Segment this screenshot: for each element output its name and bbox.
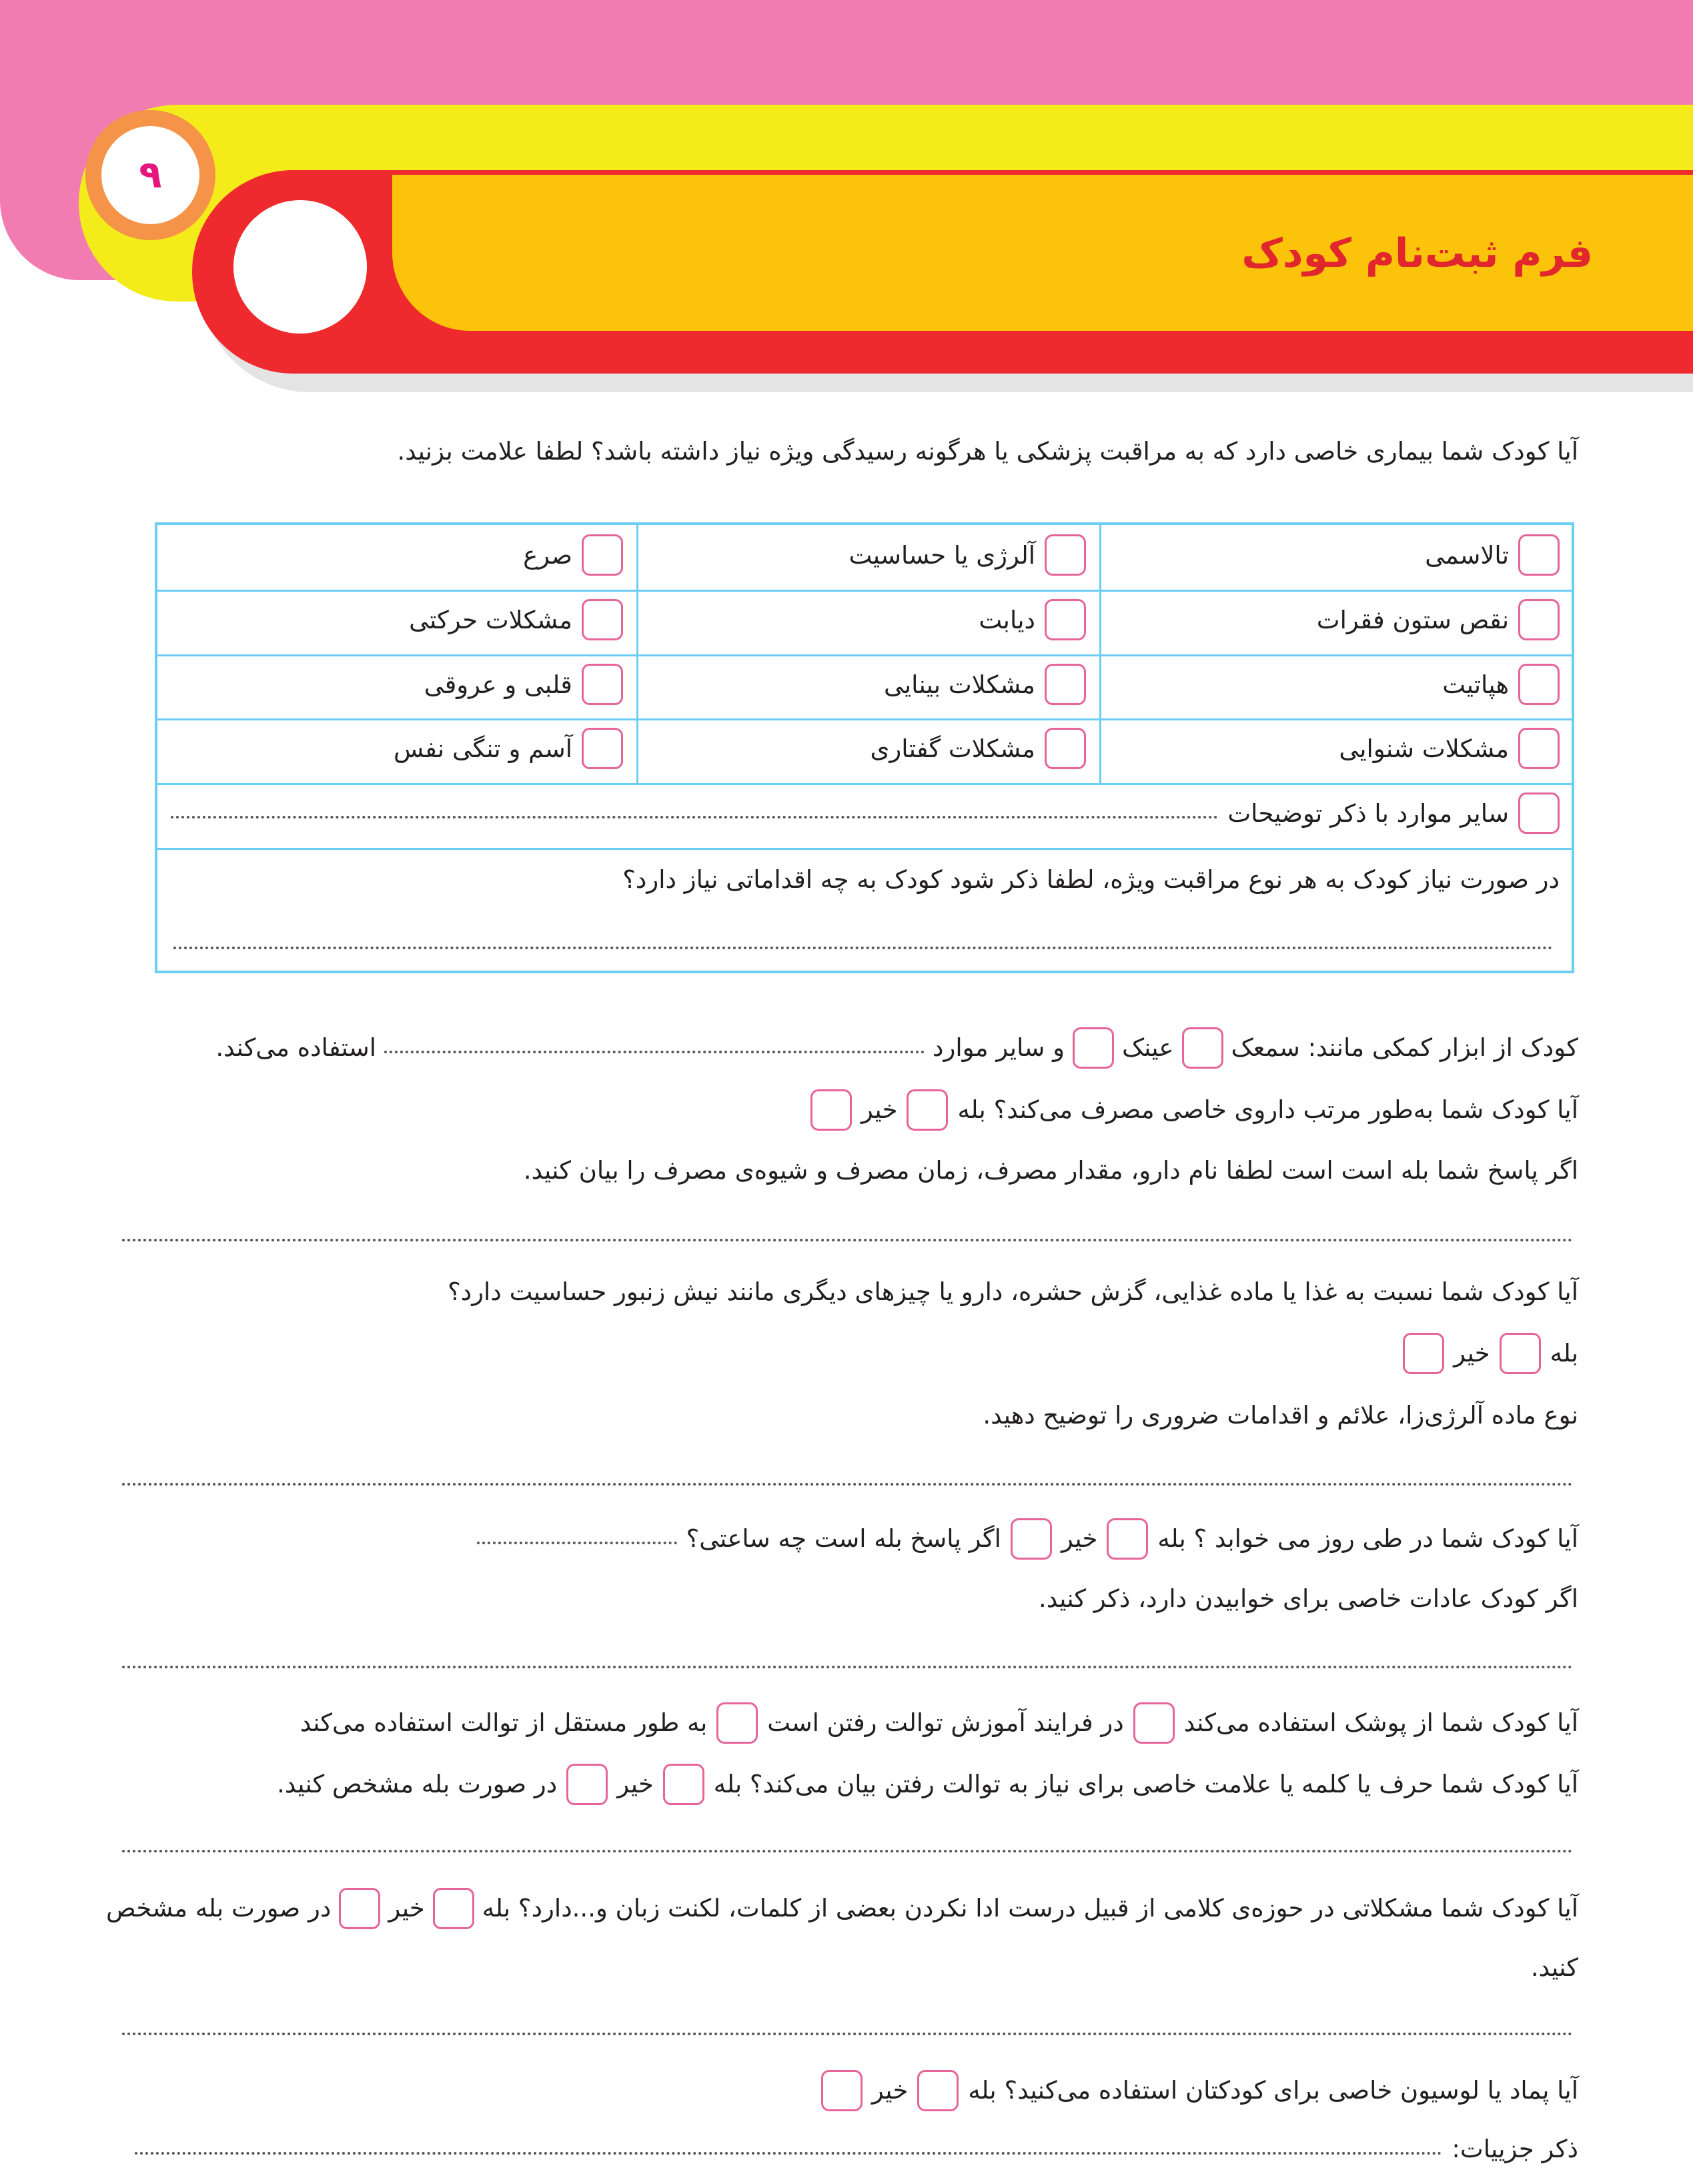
- checkbox[interactable]: [1518, 728, 1560, 769]
- condition-diabetes[interactable]: دیابت: [979, 599, 1086, 640]
- condition-other[interactable]: سایر موارد با ذکر توضیحات: [171, 792, 1560, 834]
- aids-other-answer-line[interactable]: [384, 1051, 925, 1053]
- condition-motor-problems[interactable]: مشکلات حرکتی: [409, 599, 623, 640]
- condition-vision-problems[interactable]: مشکلات بینایی: [884, 664, 1086, 705]
- condition-allergy[interactable]: آلرژی یا حساسیت: [849, 534, 1086, 576]
- lotion-yes-checkbox[interactable]: [917, 2070, 959, 2111]
- hearing-aid-checkbox[interactable]: [1182, 1027, 1223, 1069]
- speech-answer-line[interactable]: [122, 2033, 1573, 2035]
- table-column-divider: [636, 525, 638, 783]
- toilet-signal-question: آیا کودک شما حرف یا کلمه یا علامت خاصی برای نیاز به توالت رفتن بیان می‌کند؟ بله خیر در صورت بله مشخص کنید.: [277, 1764, 1578, 1805]
- speech-question: آیا کودک شما مشکلاتی در حوزه‌ی کلامی از قبیل درست ادا نکردن بعضی از کلمات، لکنت زبان و...دارد؟ بله خیر در صورت بله مشخص: [106, 1888, 1578, 1929]
- lotion-details: ذکر جزییات:: [135, 2135, 1578, 2164]
- special-care-answer-line[interactable]: [173, 947, 1553, 949]
- speech-yes-checkbox[interactable]: [433, 1888, 474, 1929]
- speech-no-checkbox[interactable]: [339, 1888, 380, 1929]
- allergy-details: نوع ماده آلرژی‌زا، علائم و اقدامات ضروری را توضیح دهید.: [983, 1401, 1578, 1430]
- table-divider: [157, 848, 1572, 850]
- allergy-answer-line[interactable]: [122, 1483, 1573, 1486]
- speech-question-end: کنید.: [1530, 1953, 1578, 1982]
- checkbox[interactable]: [582, 664, 623, 705]
- toilet-training-checkbox[interactable]: [716, 1702, 758, 1744]
- condition-asthma[interactable]: آسم و تنگی نفس: [394, 728, 623, 769]
- checkbox[interactable]: [1518, 664, 1560, 705]
- table-column-divider: [1099, 525, 1101, 783]
- toilet-status: آیا کودک شما از پوشک استفاده می‌کند در فرایند آموزش توالت رفتن است به طور مستقل از توالت استفاده می‌کند: [300, 1702, 1578, 1744]
- allergy-no-checkbox[interactable]: [1403, 1333, 1444, 1374]
- toilet-signal-no-checkbox[interactable]: [566, 1764, 608, 1805]
- toilet-answer-line[interactable]: [122, 1850, 1573, 1852]
- medicine-details: اگر پاسخ شما بله است است لطفا نام دارو، مقدار مصرف، زمان مصرف و شیوه‌ی مصرف را بیان کنید.: [523, 1156, 1578, 1185]
- condition-heart[interactable]: قلبی و عروقی: [424, 664, 623, 705]
- sleep-no-checkbox[interactable]: [1011, 1518, 1052, 1560]
- lotion-answer-line[interactable]: [135, 2152, 1442, 2155]
- condition-thalassemia[interactable]: تالاسمی: [1425, 534, 1560, 576]
- sleep-time-answer-line[interactable]: [477, 1542, 677, 1544]
- medicine-no-checkbox[interactable]: [810, 1089, 852, 1131]
- table-divider: [157, 783, 1572, 785]
- allergy-question: آیا کودک شما نسبت به غذا یا ماده غذایی، گزش حشره، دارو یا چیزهای دیگری مانند نیش زنبور حساسیت دارد؟: [448, 1277, 1578, 1306]
- checkbox[interactable]: [1518, 534, 1560, 576]
- sleep-answer-line[interactable]: [122, 1666, 1573, 1668]
- condition-epilepsy[interactable]: صرع: [523, 534, 623, 576]
- medicine-question: آیا کودک شما به‌طور مرتب داروی خاصی مصرف می‌کند؟ بله خیر: [810, 1089, 1578, 1131]
- condition-hearing-problems[interactable]: مشکلات شنوایی: [1339, 728, 1560, 769]
- header-ring-icon: [233, 200, 367, 334]
- condition-speech-problems[interactable]: مشکلات گفتاری: [870, 728, 1086, 769]
- checkbox[interactable]: [1045, 599, 1086, 640]
- medical-conditions-table: [155, 522, 1574, 973]
- diaper-checkbox[interactable]: [1133, 1702, 1175, 1744]
- condition-spina-bifida[interactable]: نقص ستون فقرات: [1317, 599, 1560, 640]
- checkbox[interactable]: [582, 599, 623, 640]
- checkbox[interactable]: [1518, 792, 1560, 834]
- page-number: ۹: [101, 126, 199, 224]
- table-divider: [157, 654, 1572, 656]
- medicine-yes-checkbox[interactable]: [907, 1089, 948, 1131]
- glasses-checkbox[interactable]: [1073, 1027, 1114, 1069]
- sleep-yes-checkbox[interactable]: [1107, 1518, 1148, 1560]
- medicine-answer-line[interactable]: [122, 1239, 1573, 1241]
- sleep-question: آیا کودک شما در طی روز می خوابد ؟ بله خیر اگر پاسخ بله است چه ساعتی؟: [477, 1518, 1578, 1560]
- table-divider: [157, 718, 1572, 720]
- special-care-question: در صورت نیاز کودک به هر نوع مراقبت ویژه، لطفا ذکر شود کودک به چه اقداماتی نیاز دارد؟: [622, 865, 1560, 894]
- medical-question: آیا کودک شما بیماری خاصی دارد که به مراقبت پزشکی یا هرگونه رسیدگی ویژه نیاز داشته باشد؟ لطفا علامت بزنید.: [397, 437, 1578, 466]
- allergy-yes-checkbox[interactable]: [1500, 1333, 1541, 1374]
- lotion-question: آیا پماد یا لوسیون خاصی برای کودکتان استفاده می‌کنید؟ بله خیر: [821, 2070, 1578, 2111]
- allergy-answer: بله خیر: [1403, 1333, 1578, 1374]
- aids-line: کودک از ابزار کمکی مانند: سمعک عینک و سایر موارد استفاده می‌کند.: [215, 1027, 1578, 1069]
- lotion-no-checkbox[interactable]: [821, 2070, 863, 2111]
- other-answer-line[interactable]: [171, 816, 1218, 818]
- toilet-signal-yes-checkbox[interactable]: [663, 1764, 704, 1805]
- table-divider: [157, 590, 1572, 592]
- sleep-habits: اگر کودک عادات خاصی برای خوابیدن دارد، ذکر کنید.: [1038, 1584, 1578, 1613]
- checkbox[interactable]: [1045, 534, 1086, 576]
- condition-hepatitis[interactable]: هپاتیت: [1442, 664, 1560, 705]
- checkbox[interactable]: [582, 728, 623, 769]
- checkbox[interactable]: [1045, 664, 1086, 705]
- checkbox[interactable]: [1045, 728, 1086, 769]
- checkbox[interactable]: [1518, 599, 1560, 640]
- page-title: فرم ثبت‌نام کودک: [1241, 230, 1593, 277]
- checkbox[interactable]: [582, 534, 623, 576]
